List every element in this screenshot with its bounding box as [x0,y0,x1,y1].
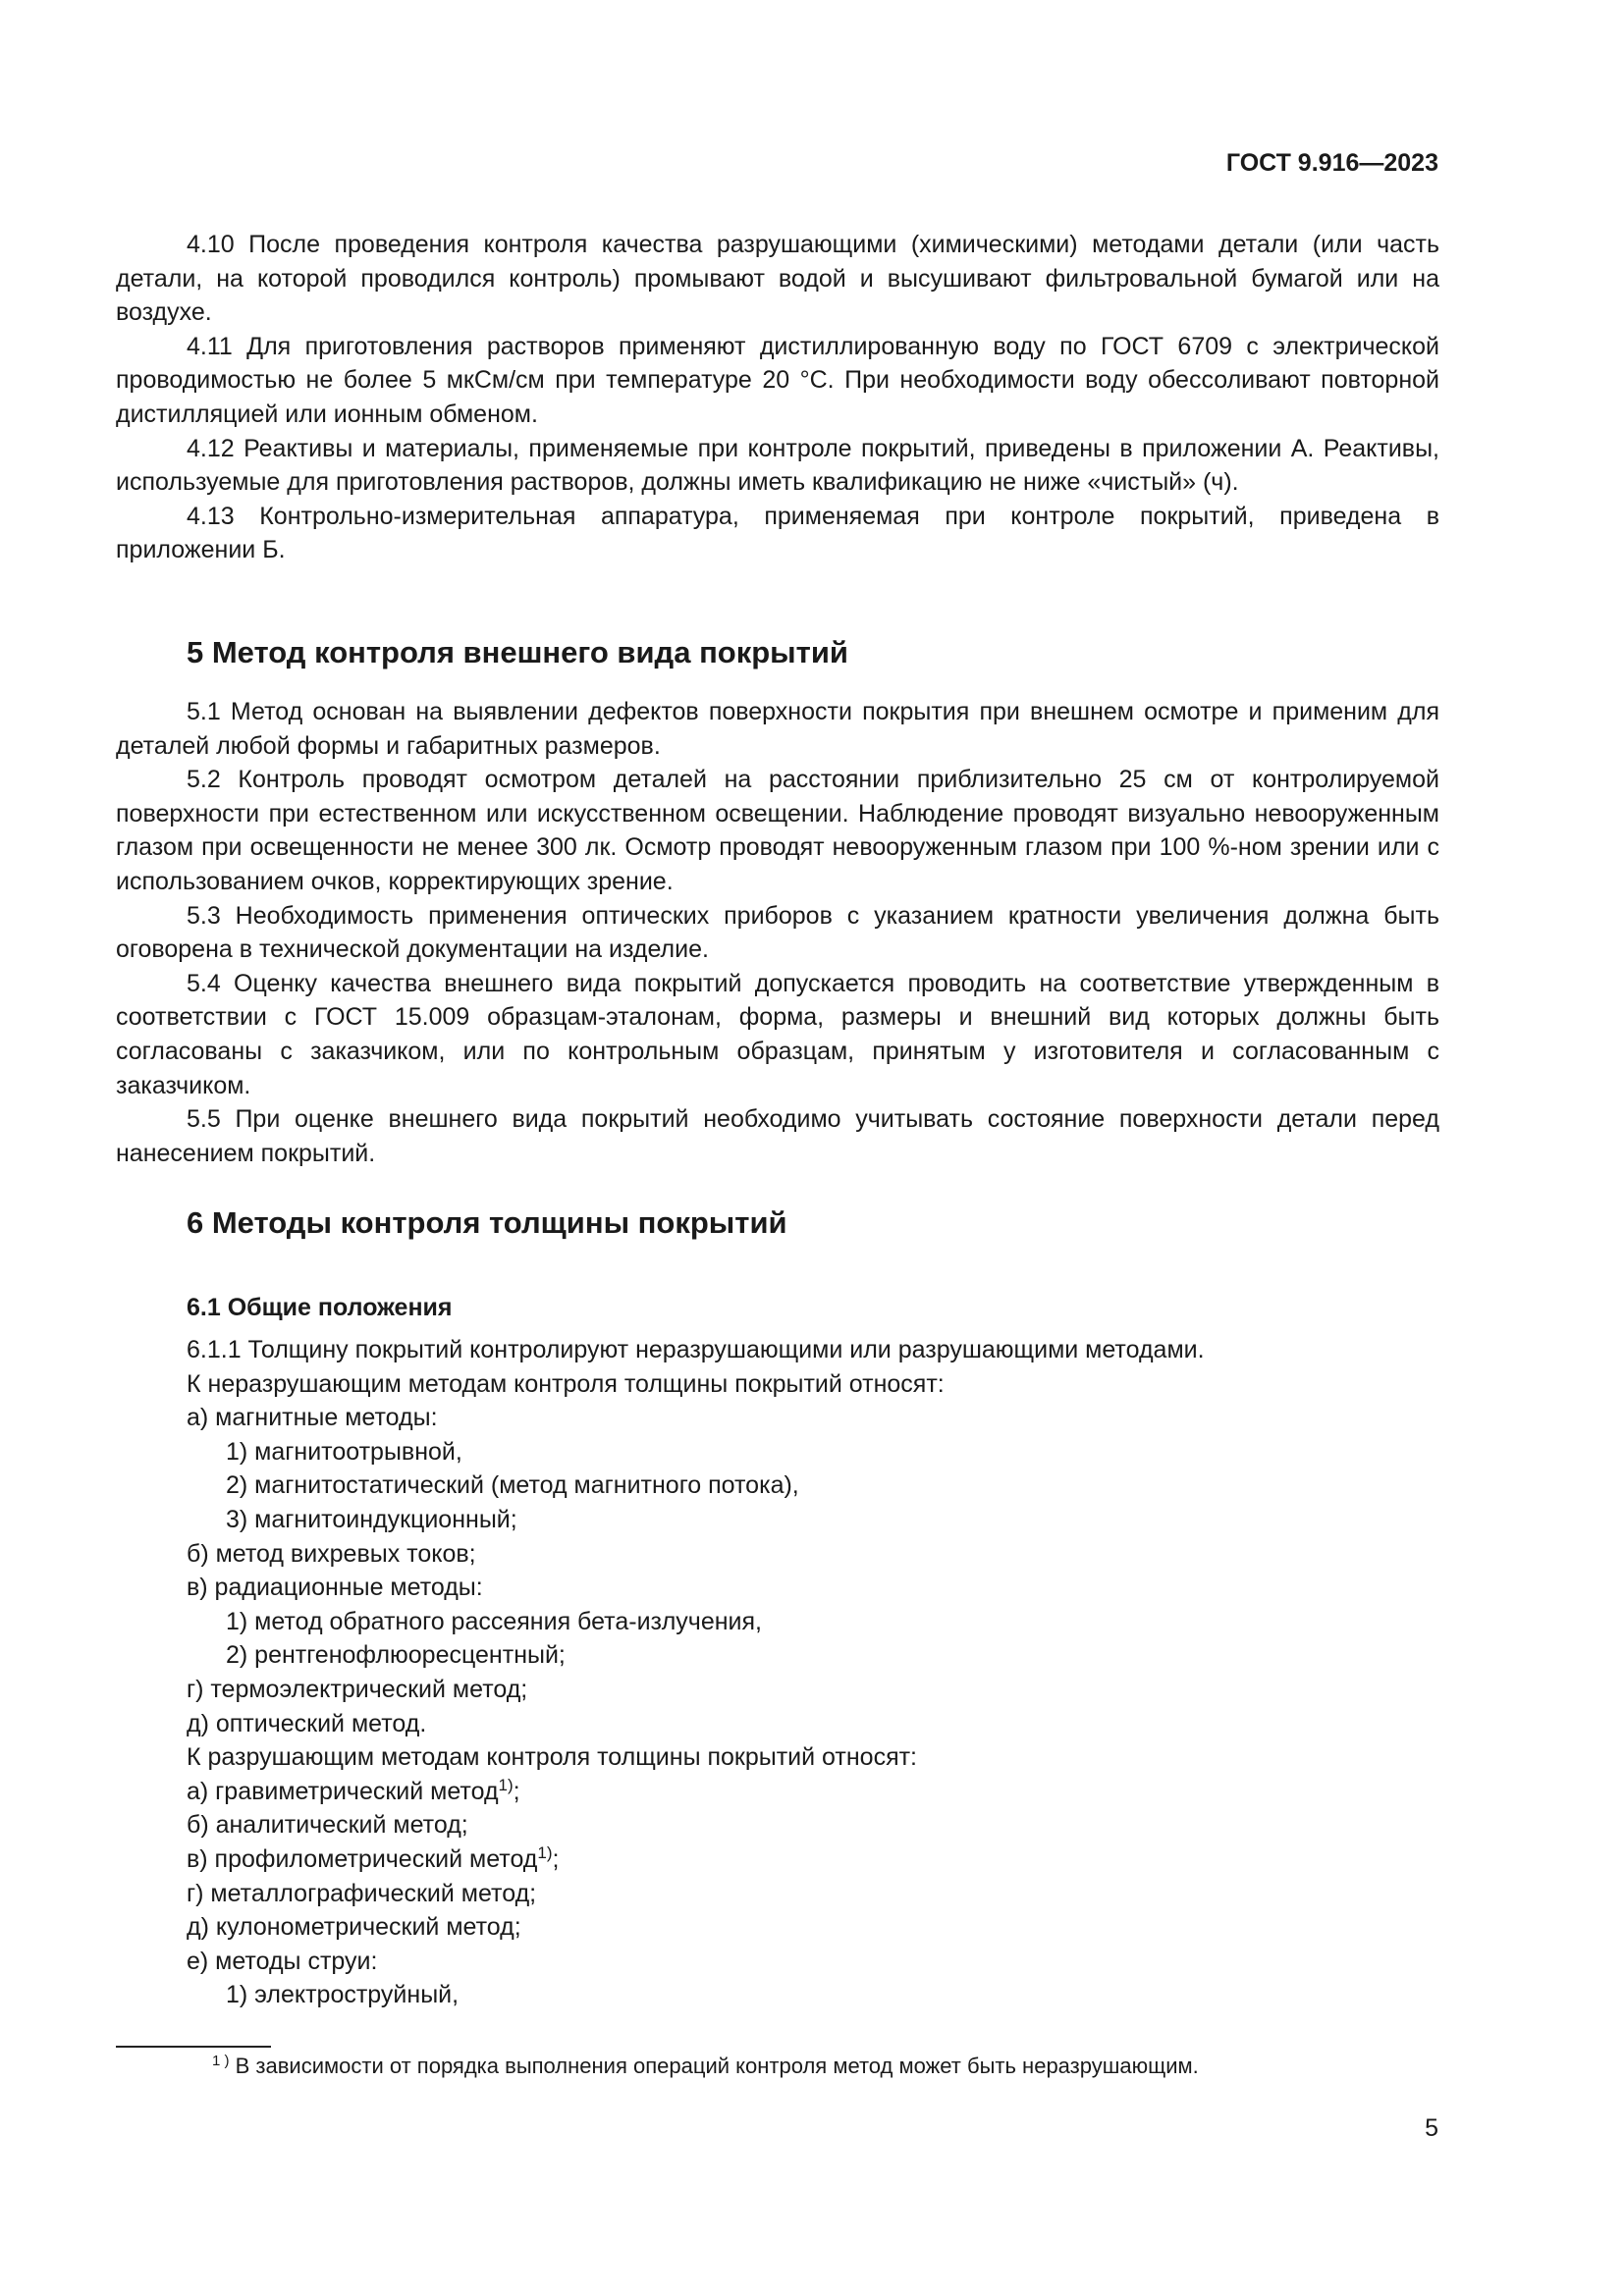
list-item-text: д) кулонометрический метод; [187,1913,521,1942]
list-item [116,1435,1439,1469]
paragraph-4-11: 4.11 Для приготовления растворов применяют дистиллированную воду по ГОСТ 6709 с электрической проводимостью не более 5 мкСм/см при температуре 20 °С. При необходимости воду обессоливают повторной дистилляцией или ионным обменом. [116,332,1439,428]
list-item-text: 1) магнитоотрывной, [226,1437,462,1466]
list-item [116,1367,1439,1402]
list-item-text: г) термоэлектрический метод; [187,1675,528,1703]
list-item [116,1910,1439,1945]
list-item [116,1605,1439,1639]
paragraph-4-13: 4.13 Контрольно-измерительная аппаратура, применяемая при контроле покрытий, приведена в приложении Б. [116,502,1439,564]
list-item-text: К неразрушающим методам контроля толщины покрытий относят: [187,1369,945,1398]
paragraph-5-5: 5.5 При оценке внешнего вида покрытий необходимо учитывать состояние поверхности детали перед нанесением покрытий. [116,1105,1439,1167]
section-5-body [116,695,1439,1170]
section-6-heading: 6 Методы контроля толщины покрытий [187,1205,787,1240]
footnote-text: В зависимости от порядка выполнения операций контроля метод может быть неразрушающим. [235,2054,1199,2078]
list-item [116,1808,1439,1842]
list-item [116,1707,1439,1741]
list-item [116,1401,1439,1435]
list-item [116,1638,1439,1673]
paragraph-5-2: 5.2 Контроль проводят осмотром деталей на расстоянии приблизительно 25 см от контролируемой поверхности при естественном или искусственном освещении. Наблюдение проводят визуально невооруженным глазом при освещенности не менее 300 лк. Осмотр проводят невооруженным глазом при 100 %-ном зрении или с использованием очков, корректирующих зрение. [116,766,1439,895]
list-item-text: в) радиационные методы: [187,1574,483,1602]
standard-header: ГОСТ 9.916—2023 [1225,149,1438,177]
list-item-text: 1) электроструйный, [226,1981,460,2009]
list-item [116,1571,1439,1605]
list-item [116,1877,1439,1911]
list-item-text: К разрушающим методам контроля толщины покрытий относят: [187,1743,918,1772]
list-item-text: 6.1.1 Толщину покрытий контролируют неразрушающими или разрушающими методами. [187,1336,1205,1363]
list-item [116,1537,1439,1572]
section-4-continuation [116,228,1439,567]
list-item [116,1333,1439,1367]
list-item [116,1978,1439,2012]
subsection-6-1-heading: 6.1 Общие положения [187,1294,453,1321]
list-item-text: 2) рентгенофлюоресцентный; [226,1641,566,1670]
footnote-separator [116,2046,271,2048]
page-number: 5 [1425,2114,1438,2142]
footnote-ref: 1) [537,1842,553,1862]
list-item-text: 2) магнитостатический (метод магнитного потока), [226,1471,799,1500]
list-item-text: г) металлографический метод; [187,1879,537,1907]
list-item-punct: ; [552,1844,560,1873]
list-item-text: в) профилометрический метод [187,1844,538,1873]
list-item-text: 3) магнитоиндукционный; [226,1505,517,1533]
list-item-text: д) оптический метод. [187,1709,427,1737]
paragraph-4-12: 4.12 Реактивы и материалы, применяемые при контроле покрытий, приведены в приложении А. Реактивы, используемые для приготовления растворов, должны иметь квалификацию не ниже «чистый» (ч). [116,434,1439,497]
list-item [116,1945,1439,1979]
paragraph-5-3: 5.3 Необходимость применения оптических приборов с указанием кратности увеличения должна быть оговорена в технической документации на изделие. [116,901,1439,964]
list-item-text: 1) метод обратного рассеяния бета-излучения, [226,1607,762,1635]
list-item-punct: ; [513,1777,520,1805]
list-item [116,1503,1439,1537]
footnote-ref: 1) [498,1775,514,1794]
list-item [116,1740,1439,1775]
section-5-heading: 5 Метод контроля внешнего вида покрытий [187,635,848,669]
paragraph-4-10: 4.10 После проведения контроля качества разрушающими (химическими) методами детали (или часть детали, на которой проводился контроль) промывают водой и высушивают фильтровальной бумагой или на воздухе. [116,231,1439,327]
list-item [116,1673,1439,1707]
list-item [116,1842,1439,1877]
list-item-text: б) метод вихревых токов; [187,1539,476,1568]
list-item-text: а) магнитные методы: [187,1404,438,1432]
list-item [116,1468,1439,1503]
list-item [116,1775,1439,1809]
methods-list [116,1333,1439,2012]
footnote-marker: 1 ) [212,2053,230,2069]
list-item-text: е) методы струи: [187,1947,378,1975]
list-item-text: а) гравиметрический метод [187,1777,499,1805]
paragraph-5-1: 5.1 Метод основан на выявлении дефектов поверхности покрытия при внешнем осмотре и применим для деталей любой формы и габаритных размеров. [116,698,1439,760]
paragraph-5-4: 5.4 Оценку качества внешнего вида покрытий допускается проводить на соответствие утвержденным в соответствии с ГОСТ 15.009 образцам-эталонам, форма, размеры и внешний вид которых должны быть согласованы с заказчиком, или по контрольным образцам, принятым у изготовителя и согласованным с заказчиком. [116,969,1439,1099]
list-item-text: б) аналитический метод; [187,1811,468,1840]
footnote [212,2052,1199,2081]
